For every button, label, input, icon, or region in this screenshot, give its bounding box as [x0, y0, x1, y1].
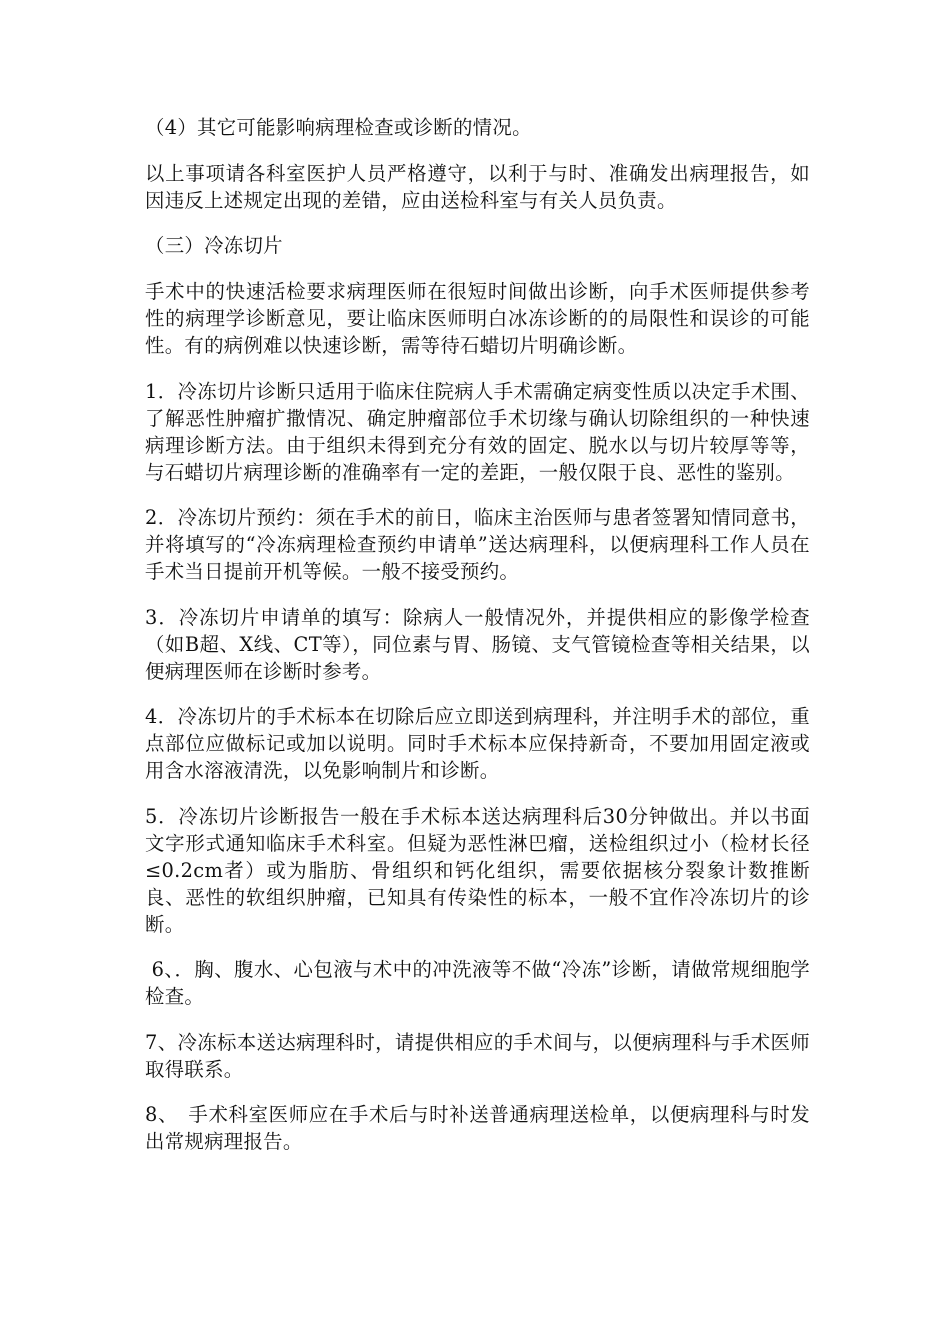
paragraph-rule-3: 3．冷冻切片申请单的填写：除病人一般情况外，并提供相应的影像学检查（如B超、X线、CT等），同位素与胃、肠镜、支气管镜检查等相关结果，以便病理医师在诊断时参考。: [145, 605, 810, 683]
paragraph-rule-1: 1．冷冻切片诊断只适用于临床住院病人手术需确定病变性质以决定手术围、了解恶性肿瘤扩撒情况、确定肿瘤部位手术切缘与确认切除组织的一种快速病理诊断方法。由于组织未得到充分有效的固定、脱水以与切片较厚等等，与石蜡切片病理诊断的准确率有一定的差距，一般仅限于良、恶性的鉴别。: [145, 379, 810, 484]
paragraph-intro: 手术中的快速活检要求病理医师在很短时间做出诊断，向手术医师提供参考性的病理学诊断意见，要让临床医师明白冰冻诊断的的局限性和误诊的可能性。有的病例难以快速诊断，需等待石蜡切片明确诊断。: [145, 280, 810, 357]
paragraph-rule-8: 8、 手术科室医师应在手术后与时补送普通病理送检单，以便病理科与时发出常规病理报告。: [145, 1103, 810, 1153]
document-body: [145, 114, 810, 1174]
paragraph-rule-4: 4．冷冻切片的手术标本在切除后应立即送到病理科，并注明手术的部位，重点部位应做标记或加以说明。同时手术标本应保持新奇，不要加用固定液或用含水溶液清洗，以免影响制片和诊断。: [145, 705, 810, 782]
paragraph-item-4: （4）其它可能影响病理检查或诊断的情况。: [145, 116, 532, 139]
paragraph-rule-5: 5．冷冻切片诊断报告一般在手术标本送达病理科后30分钟做出。并以书面文字形式通知临床手术科室。但疑为恶性淋巴瘤，送检组织过小（检材长径≤0.2cm者）或为脂肪、骨组织和钙化组织，需要依据核分裂象计数推断良、恶性的软组织肿瘤，已知具有传染性的标本，一般不宜作冷冻切片的诊断。: [145, 804, 810, 936]
paragraph-rule-7: 7、冷冻标本送达病理科时，请提供相应的手术间与，以便病理科与手术医师取得联系。: [145, 1030, 810, 1081]
paragraph-rule-6: 6、．胸、腹水、心包液与术中的冲洗液等不做“冷冻”诊断，请做常规细胞学检查。: [145, 958, 810, 1008]
paragraph-rule-2: 2．冷冻切片预约：须在手术的前日，临床主治医师与患者签署知情同意书，并将填写的“冷冻病理检查预约申请单”送达病理科，以便病理科工作人员在手术当日提前开机等候。一般不接受预约。: [145, 506, 810, 583]
section-heading-frozen-section: （三）冷冻切片: [145, 234, 283, 257]
paragraph-notice: 以上事项请各科室医护人员严格遵守，以利于与时、准确发出病理报告，如因违反上述规定出现的差错，应由送检科室与有关人员负责。: [145, 161, 810, 212]
